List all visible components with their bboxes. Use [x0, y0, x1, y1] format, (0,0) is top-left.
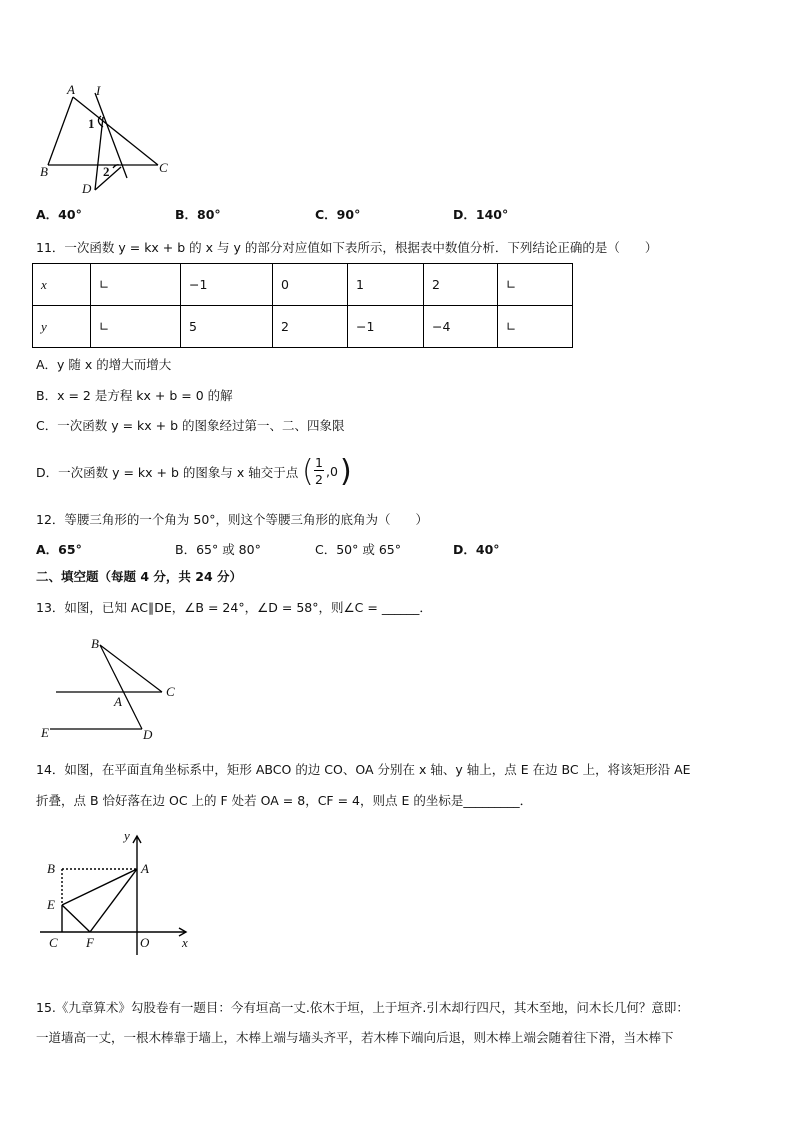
option-b[interactable]: B．x = 2 是方程 kx + b = 0 的解: [36, 388, 233, 403]
table-cell: y: [33, 306, 91, 348]
fig-label: C: [159, 160, 168, 175]
fig-label: D: [82, 181, 92, 196]
fig-label: 2: [103, 164, 110, 179]
option-c[interactable]: C．50° 或 65°: [315, 542, 401, 557]
table-cell: 1: [348, 264, 424, 306]
fig-label: y: [124, 828, 130, 843]
option-c[interactable]: C．一次函数 y = kx + b 的图象经过第一、二、四象限: [36, 418, 345, 433]
table-cell: 2: [424, 264, 498, 306]
fig-label: x: [182, 935, 188, 950]
option-a[interactable]: A．65°: [36, 542, 82, 557]
fig-label: A: [114, 694, 122, 709]
q13-stem: 13．如图，已知 AC∥DE，∠B = 24°，∠D = 58°，则∠C = ______．: [36, 600, 432, 615]
fig-label: A: [67, 82, 75, 97]
fig-label: A: [141, 861, 149, 876]
table-cell: 5: [181, 306, 273, 348]
fig-label: B: [47, 861, 55, 876]
option-a[interactable]: A．40°: [36, 207, 82, 222]
table-cell: ∟: [91, 306, 181, 348]
table-cell: ∟: [91, 264, 181, 306]
option-d[interactable]: D．40°: [453, 542, 500, 557]
section-heading: 二、填空题（每题 4 分，共 24 分）: [36, 569, 243, 584]
option-b[interactable]: B．80°: [175, 207, 221, 222]
q12-stem: 12．等腰三角形的一个角为 50°，则这个等腰三角形的底角为（ ）: [36, 512, 429, 527]
q13-figure: [50, 645, 162, 729]
fig-label: 1: [88, 116, 95, 131]
table-row: [33, 264, 573, 306]
table-row: [33, 306, 573, 348]
table-cell: ∟: [498, 264, 573, 306]
fig-label: O: [140, 935, 150, 950]
option-c[interactable]: C．90°: [315, 207, 361, 222]
fig-label: B: [91, 636, 99, 651]
table-cell: −4: [424, 306, 498, 348]
fraction-denominator: 2: [315, 472, 323, 487]
table-cell: x: [33, 264, 91, 306]
q14-figure: [40, 836, 186, 955]
fig-label: D: [143, 727, 153, 742]
fig-label: E: [47, 897, 55, 912]
q11-value-table: [32, 263, 573, 348]
table-cell: ∟: [498, 306, 573, 348]
option-d[interactable]: D．一次函数 y = kx + b 的图象与 x 轴交于点: [36, 465, 299, 480]
fig-label: B: [40, 164, 48, 179]
q15-line2: 一道墙高一丈，一根木棒靠于墙上，木棒上端与墙头齐平，若木棒下端向后退，则木棒上端会随着往下滑，当木棒下: [36, 1030, 674, 1045]
table-cell: −1: [348, 306, 424, 348]
point-rest: ,0: [326, 464, 338, 479]
fig-label: C: [166, 684, 175, 699]
q14-line2: 折叠，点 B 恰好落在边 OC 上的 F 处若 OA = 8，CF = 4，则点 E 的坐标是_________．: [36, 793, 533, 808]
fig-label: E: [41, 725, 49, 740]
table-cell: 0: [273, 264, 348, 306]
option-b[interactable]: B．65° 或 80°: [175, 542, 261, 557]
q11-stem: 11．一次函数 y = kx + b 的 x 与 y 的部分对应值如下表所示，根据表中数值分析．下列结论正确的是（ ）: [36, 240, 658, 255]
fraction-numerator: 1: [315, 455, 323, 470]
q15-line1: 15.《九章算术》勾股卷有一题目：今有垣高一丈.依木于垣，上于垣齐.引木却行四尺，其木至地，问木长几何？意即：: [36, 1000, 689, 1015]
table-cell: 2: [273, 306, 348, 348]
option-a[interactable]: A．y 随 x 的增大而增大: [36, 357, 172, 372]
q14-line1: 14．如图，在平面直角坐标系中，矩形 ABCO 的边 CO、OA 分别在 x 轴、y 轴上，点 E 在边 BC 上，将该矩形沿 AE: [36, 762, 691, 777]
paren-left: (: [302, 454, 314, 489]
fig-label: F: [86, 935, 94, 950]
option-d[interactable]: D．140°: [453, 207, 509, 222]
fig-label: C: [49, 935, 58, 950]
table-cell: −1: [181, 264, 273, 306]
paren-right: ): [340, 454, 352, 489]
fig-label: I: [96, 83, 101, 98]
